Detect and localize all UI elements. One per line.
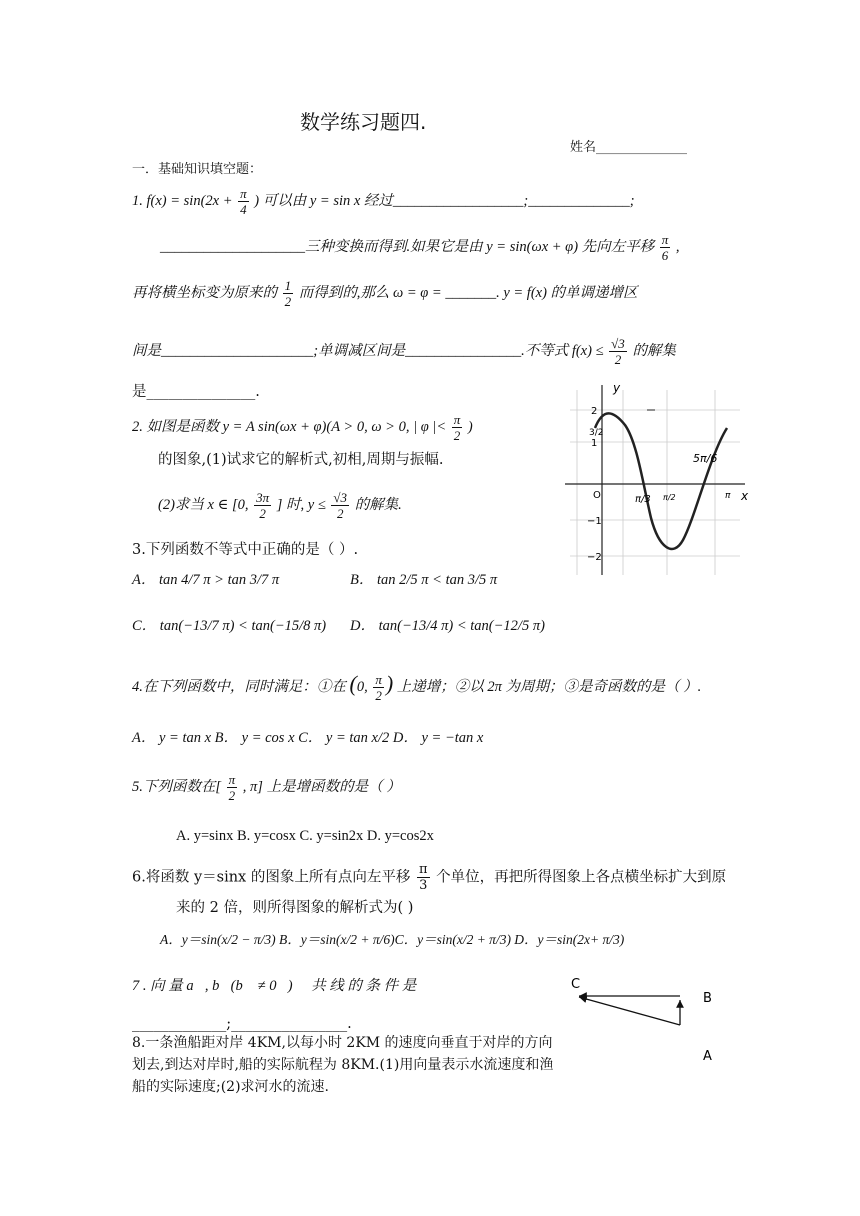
fraction: $\frac{√3}{2}$	[611, 336, 625, 367]
fraction: $\frac{\pi}{2}$	[228, 772, 236, 803]
x-axis-label: x	[741, 489, 749, 503]
fraction: $\frac{\pi}{3}$	[418, 862, 428, 893]
q7-line1: 7 . 向 量 a⃗, b⃗(b⃗ ≠ 0⃗) ） 共 线 的 条 件 是	[132, 978, 417, 994]
q3-option-d[interactable]: D． tan(−13/4 π) < tan(−12/5 π)	[350, 618, 545, 634]
name-field[interactable]: 姓名______________	[570, 140, 688, 155]
fraction: $\frac{1}{2}$	[284, 278, 292, 309]
sine-curve	[595, 413, 727, 549]
q5-stem: 5.下列函数在[ $\frac{\pi}{2}$ , π] 上是增函数的是（ ）	[132, 772, 401, 803]
point-a-label: A	[703, 1049, 712, 1064]
y-tick: 2	[591, 406, 598, 417]
q3-option-b[interactable]: B． tan 2/5 π < tan 3/5 π	[350, 572, 498, 588]
q8-text: 8.一条渔船距对岸 4KM,以每小时 2KM 的速度向垂直于对岸的方向划去,到达对岸时,船的实际航程为 8KM.(1)用向量表示水流速度和渔船的实际速度;(2)求河水的流速.	[132, 1035, 554, 1095]
fraction: $\frac{\pi}{4}$	[240, 186, 247, 217]
q4-options[interactable]: A． y = tan x B． y = cos x C． y = tan x/2 D． y = −tan x	[132, 730, 484, 746]
x-mark-pi: π	[725, 491, 731, 501]
q1-l2a[interactable]: ____________________三种变换而得到.如果它是由 y = sin(ωx + φ) 先向左平移	[160, 238, 655, 255]
q3-option-c[interactable]: C． tan(−13/7 π) < tan(−15/8 π)	[132, 618, 327, 634]
q4-stem: 4.在下列函数中，同时满足：①在 (0, $\frac{\pi}{2}$ ) 上递增；②以 2π 为周期；③是奇函数的是（ ）.	[132, 670, 702, 703]
vector-diagram	[565, 970, 725, 1070]
q7-line2[interactable]: _____________;________________.	[132, 1016, 352, 1032]
q1-line3: 再将横坐标变为原来的 $\frac{1}{2}$ 而得到的,那么 ω = φ = _______. y = f(x) 的单调递增区	[132, 278, 638, 309]
fraction: $\frac{\pi}{6}$	[661, 232, 669, 263]
q1-l1a: 1. f(x) = sin(2x +	[132, 192, 233, 209]
y-tick: −1	[587, 516, 602, 527]
sine-graph	[555, 380, 750, 580]
y-mark: 3/2	[589, 428, 604, 438]
x-mark-pi3: π/3	[635, 494, 651, 505]
q2-line1: 2. 如图是函数 y = A sin(ωx + φ)(A > 0, ω > 0, | φ |< $\frac{\pi}{2}$ )	[132, 412, 473, 443]
q5-options[interactable]: A. y=sinx B. y=cosx C. y=sin2x D. y=cos2x	[176, 828, 434, 844]
y-tick: −2	[587, 552, 602, 563]
q2-line2: 的图象,(1)试求它的解析式,初相,周期与振幅.	[158, 452, 444, 468]
q1-line5[interactable]: 是_______________.	[132, 384, 260, 400]
q6-line2: 来的 2 倍，则所得图象的解析式为( )	[176, 900, 414, 916]
q1-l3b[interactable]: 而得到的,那么 ω = φ = _______. y = f(x) 的单调递增区	[298, 284, 638, 301]
section-heading: 一．基础知识填空题：	[132, 162, 263, 177]
y-tick: 1	[591, 438, 598, 449]
point-c-label: C	[571, 977, 581, 992]
label-5pi6: 5π/6	[693, 452, 718, 465]
fraction: $\frac{\pi}{2}$	[375, 672, 382, 703]
q1-l4a[interactable]: 间是_____________________;单调减区间是________________.不等式 f(x) ≤	[132, 342, 604, 359]
q3-stem: 3.下列函数不等式中正确的是（ ）.	[132, 542, 359, 558]
q1-line1	[132, 186, 635, 217]
fraction: $\frac{\pi}{2}$	[453, 412, 461, 443]
vector-ac	[579, 997, 680, 1025]
fraction: $\frac{√3}{2}$	[333, 490, 348, 521]
q6-options[interactable]: A．y＝sin(x/2 − π/3) B．y＝sin(x/2 + π/6)C．y＝sin(x/2 + π/3) D．y＝sin(2x+ π/3)	[160, 932, 625, 947]
x-mark-pi2: π/2	[663, 493, 676, 502]
q1-line2: ____________________三种变换而得到.如果它是由 y = sin(ωx + φ) 先向左平移 $\frac{\pi}{6}$ ,	[160, 232, 680, 263]
page-title: 数学练习题四.	[300, 110, 427, 134]
q2-line3: (2)求当 x ∈ [0, $\frac{3\pi}{2}$ ] 时, y ≤ $\frac{√3}{2}$ 的解集.	[158, 490, 402, 521]
point-b-label: B	[703, 991, 712, 1006]
q1-line4: 间是_____________________;单调减区间是________________.不等式 f(x) ≤ $\frac{√3}{2}$ 的解集	[132, 336, 676, 367]
fraction: $\frac{3\pi}{2}$	[256, 490, 270, 521]
q1-l1b[interactable]: ) 可以由 y = sin x 经过__________________;______________;	[254, 192, 635, 209]
origin-label: O	[593, 490, 601, 501]
y-axis-label: y	[613, 381, 621, 395]
q6-line1: 6.将函数 y＝sinx 的图象上所有点向左平移 $\frac{\pi}{3}$ 个单位，再把所得图象上各点横坐标扩大到原	[132, 862, 727, 893]
q3-option-a[interactable]: A． tan 4/7 π > tan 3/7 π	[132, 572, 280, 588]
